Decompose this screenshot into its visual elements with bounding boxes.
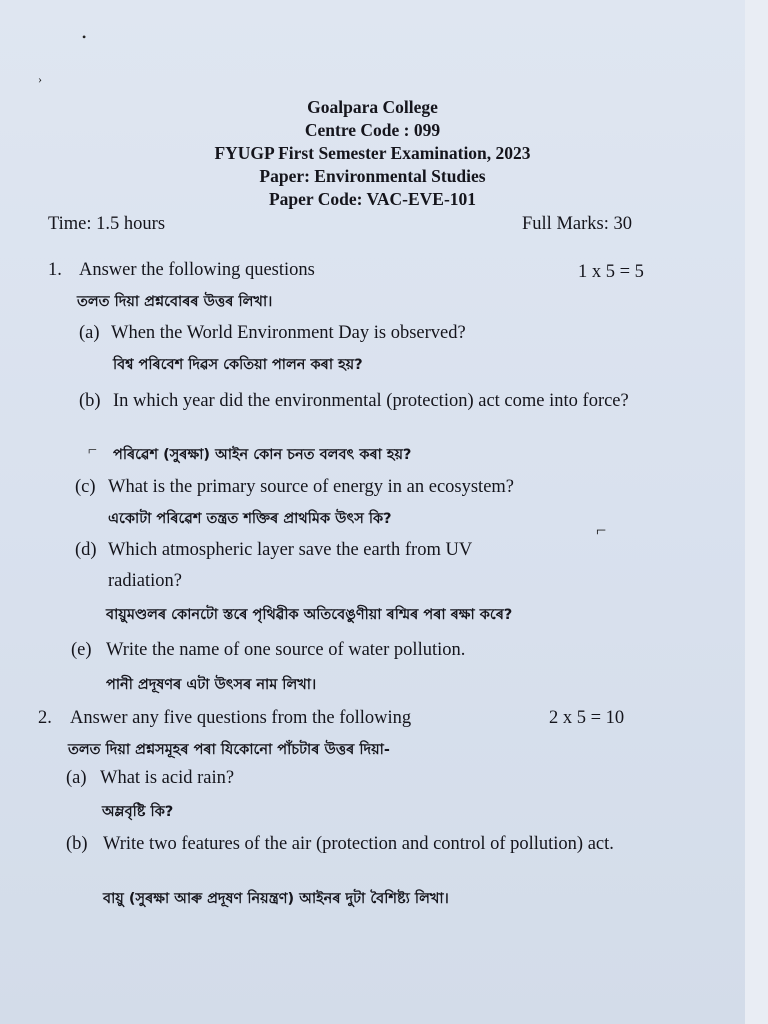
item-text: What is the primary source of energy in an ecosystem? [108, 477, 515, 497]
paper-code: Paper Code: VAC-EVE-101 [268, 189, 477, 209]
item-label: (b) [79, 391, 101, 411]
item-text: In which year did the environmental (protection) act come into force? [113, 391, 629, 411]
question-title-bn: তলত দিয়া প্ৰশ্নবোৰৰ উত্তৰ লিখা। [77, 294, 273, 310]
item-text: Which atmospheric layer save the earth from UV [108, 540, 473, 560]
item-label: (c) [75, 477, 96, 497]
item-text-bn: পানী প্ৰদূষণৰ এটা উৎসৰ নাম লিখা। [106, 677, 317, 693]
question-marks: 2 x 5 = 10 [549, 708, 625, 728]
time-allowed: Time: 1.5 hours [48, 214, 166, 234]
question-number: 1. [48, 260, 62, 280]
question-title: Answer any five questions from the following [70, 708, 412, 728]
question-number: 2. [38, 708, 52, 728]
full-marks: Full Marks: 30 [522, 214, 632, 234]
item-label: (b) [66, 834, 88, 854]
item-text-bn: অম্লবৃষ্টি কি? [102, 804, 174, 820]
item-label: (a) [66, 768, 87, 788]
item-label: (a) [79, 323, 100, 343]
item-text-bn: বায়ুমণ্ডলৰ কোনটো স্তৰে পৃথিৱীক অতিবেঙুণীয়া ৰশ্মিৰ পৰা ৰক্ষা কৰে? [106, 607, 513, 623]
item-label: (d) [75, 540, 97, 560]
item-text: Write the name of one source of water pollution. [106, 640, 466, 660]
paper-name: Paper: Environmental Studies [259, 166, 486, 186]
item-text-bn: বায়ু (সুৰক্ষা আৰু প্ৰদূষণ নিয়ন্ত্ৰণ) আইনৰ দুটা বৈশিষ্ট্য লিখা। [103, 891, 449, 907]
paper-header [0, 96, 745, 211]
ink-dash: ⌐ [88, 442, 98, 459]
item-text: Write two features of the air (protection and control of pollution) act. [103, 834, 614, 854]
ink-arrow: ⌐ [596, 520, 607, 540]
question-title: Answer the following questions [79, 260, 315, 280]
ink-tick: › [38, 72, 42, 86]
exam-title: FYUGP First Semester Examination, 2023 [214, 143, 531, 163]
item-text-cont: radiation? [108, 571, 182, 591]
question-title-bn: তলত দিয়া প্ৰশ্নসমূহৰ পৰা যিকোনো পাঁচটাৰ উত্তৰ দিয়া- [68, 742, 390, 758]
college-name: Goalpara College [307, 97, 438, 117]
page-edge [745, 0, 768, 1024]
centre-code: Centre Code : 099 [304, 120, 441, 140]
item-text-bn: বিশ্ব পৰিবেশ দিৱস কেতিয়া পালন কৰা হয়? [113, 357, 363, 373]
item-text-bn: একোটা পৰিৱেশ তন্ত্ৰত শক্তিৰ প্ৰাথমিক উৎস কি? [108, 511, 392, 527]
item-label: (e) [71, 640, 92, 660]
item-text-bn: পৰিৱেশ (সুৰক্ষা) আইন কোন চনত বলবৎ কৰা হয়? [113, 447, 412, 463]
item-text: What is acid rain? [100, 768, 235, 788]
ink-dot: • [82, 30, 87, 44]
question-marks: 1 x 5 = 5 [578, 262, 644, 282]
item-text: When the World Environment Day is observed? [111, 323, 466, 343]
